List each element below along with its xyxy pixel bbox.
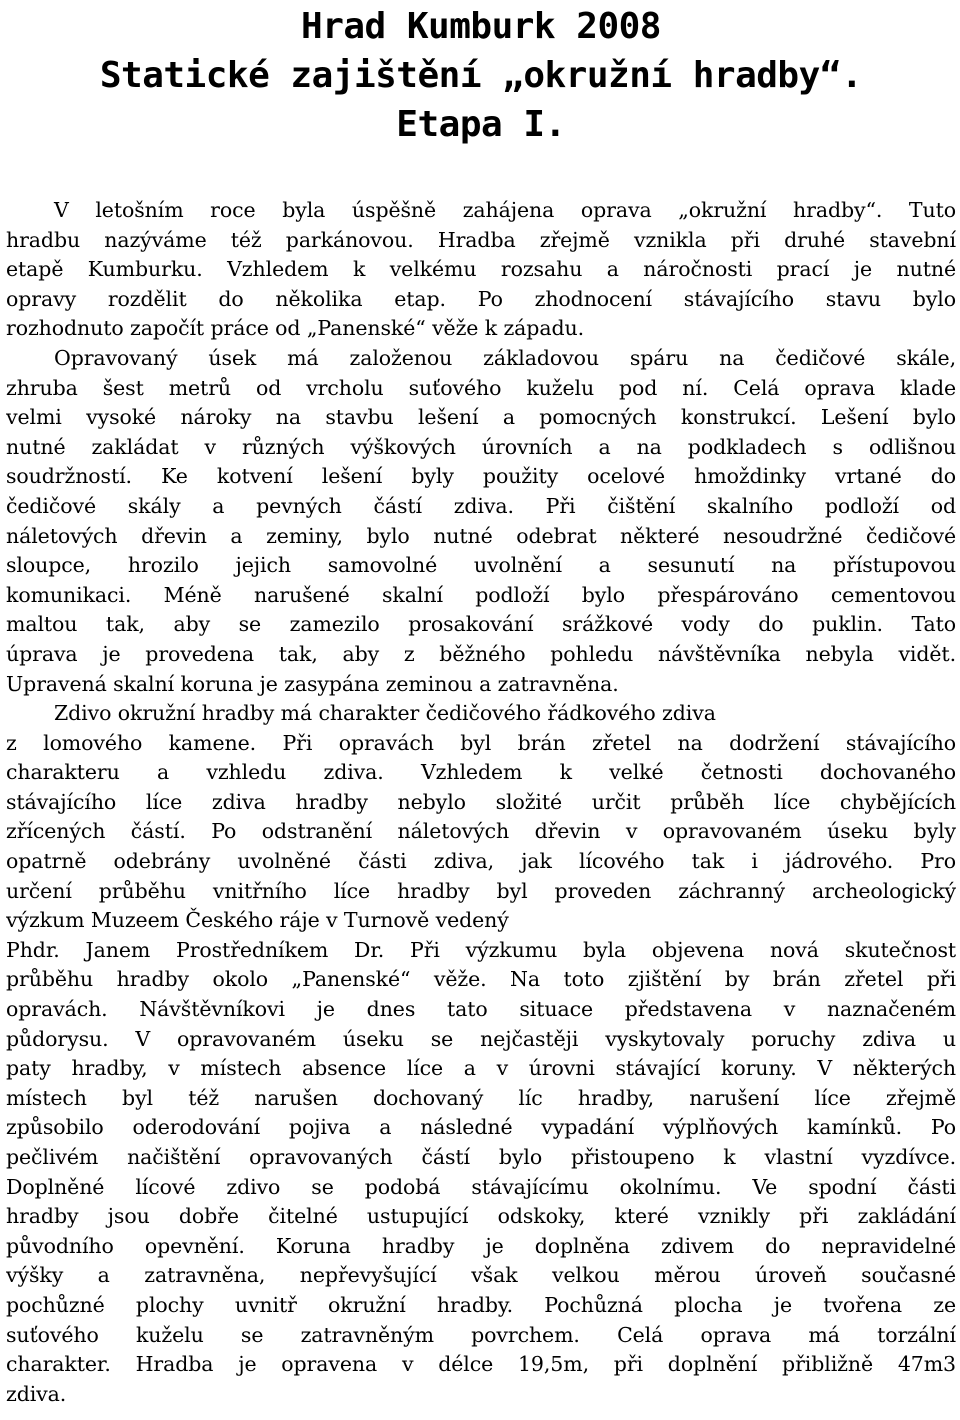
paragraph-line: pečlivém načištění opravovaných částí bylo přistoupeno k vlastní vyzdívce. [6,1145,956,1169]
paragraph-3 [6,699,956,1409]
paragraph-line: výšky a zatravněna, nepřevyšující však velkou měrou úroveň současné [6,1263,956,1288]
paragraph-line: zdiva. [6,1381,67,1406]
paragraph-line: původního opevnění. Koruna hradby je doplněna zdivem do nepravidelné [6,1233,956,1258]
paragraph-line: charakteru a vzhledu zdiva. Vzhledem k velké četnosti dochovaného [6,760,956,785]
document-body [6,196,956,1409]
paragraph-1 [6,196,956,344]
paragraph-line: velmi vysoké nároky na stavbu lešení a pomocných konstrukcí. Lešení bylo [6,405,956,430]
paragraph-line: opravy rozdělit do několika etap. Po zhodnocení stávajícího stavu bylo [6,286,956,311]
paragraph-line: Opravovaný úsek má založenou základovou spáru na čedičové skále, [54,345,956,370]
document-title [6,0,956,149]
paragraph-line: paty hradby, v místech absence líce a v úrovni stávající koruny. V některých [6,1056,956,1081]
paragraph-line: hradbu nazýváme též parkánovou. Hradba zřejmě vznikla při druhé stavební [6,227,956,252]
paragraph-line: z lomového kamene. Při opravách byl brán zřetel na dodržení stávajícího [6,730,956,755]
paragraph-line: zhruba šest metrů od vrcholu suťového kuželu pod ní. Celá oprava klade [6,375,956,400]
paragraph-line: čedičové skály a pevných částí zdiva. Při čištění skalního podloží od [6,493,956,518]
paragraph-line: opatrně odebrány uvolněné části zdiva, jak lícového tak i jádrového. Pro [6,849,956,874]
paragraph-line: soudržností. Ke kotvení lešení byly použity ocelové hmoždinky vrtané do [6,464,956,489]
paragraph-line: určení průběhu vnitřního líce hradby byl proveden záchranný archeologický [6,878,956,903]
paragraph-line: maltou tak, aby se zamezilo prosakování srážkové vody do puklin. Tato [6,612,956,637]
paragraph-line: suťového kuželu se zatravněným povrchem. Celá oprava má torzální [6,1322,956,1347]
title-line-1: Hrad Kumburk 2008 [301,6,661,47]
paragraph-line: hradby jsou dobře čitelné ustupující odskoky, které vznikly při zakládání [6,1204,956,1229]
paragraph-line: způsobilo oderodování pojiva a následné vypadání výplňových kamínků. Po [6,1115,956,1140]
paragraph-line: charakter. Hradba je opravena v délce 19,5m, při doplnění přibližně 47m3 [6,1352,956,1377]
title-line-2: Statické zajištění „okružní hradby“. [99,55,863,96]
paragraph-line: opravách. Návštěvníkovi je dnes tato situace představena v naznačeném [6,997,956,1022]
paragraph-line: Zdivo okružní hradby má charakter čedičového řádkového zdiva [54,701,716,726]
paragraph-line: úprava je provedena tak, aby z běžného pohledu návštěvníka nebyla vidět. [6,641,956,666]
paragraph-line: místech byl též narušen dochovaný líc hradby, narušení líce zřejmě [6,1085,956,1110]
paragraph-line: etapě Kumburku. Vzhledem k velkému rozsahu a náročnosti prací je nutné [6,257,956,282]
paragraph-line: komunikaci. Méně narušené skalní podloží bylo přespárováno cementovou [6,582,956,607]
paragraph-line: náletových dřevin a zeminy, bylo nutné odebrat některé nesoudržné čedičové [6,523,956,548]
paragraph-line: půdorysu. V opravovaném úseku se nejčastěji vyskytovaly poruchy zdiva u [6,1026,956,1051]
paragraph-2 [6,344,956,699]
paragraph-line: sloupce, hrozilo jejich samovolné uvolnění a sesunutí na přístupovou [6,553,956,578]
paragraph-line: pochůzné plochy uvnitř okružní hradby. Pochůzná plocha je tvořena ze [6,1292,956,1317]
paragraph-line: V letošním roce byla úspěšně zahájena oprava „okružní hradby“. Tuto [54,198,956,222]
title-line-3: Etapa I. [396,104,566,145]
paragraph-line: výzkum Muzeem Českého ráje v Turnově vedený [6,908,509,933]
paragraph-line: Upravená skalní koruna je zasypána zeminou a zatravněna. [6,671,619,696]
paragraph-line: stávajícího líce zdiva hradby nebylo složité určit průběh líce chybějících [6,789,956,814]
paragraph-line: rozhodnuto započít práce od „Panenské“ věže k západu. [6,316,584,341]
paragraph-line: Phdr. Janem Prostředníkem Dr. Při výzkumu byla objevena nová skutečnost [6,937,956,962]
paragraph-line: zřícených částí. Po odstranění náletových dřevin v opravovaném úseku byly [6,819,956,844]
paragraph-line: nutné zakládat v různých výškových úrovních a na podkladech s odlišnou [6,434,956,459]
paragraph-line: Doplněné lícové zdivo se podobá stávajícímu okolnímu. Ve spodní části [6,1174,956,1199]
paragraph-line: průběhu hradby okolo „Panenské“ věže. Na toto zjištění by brán zřetel při [6,967,956,992]
